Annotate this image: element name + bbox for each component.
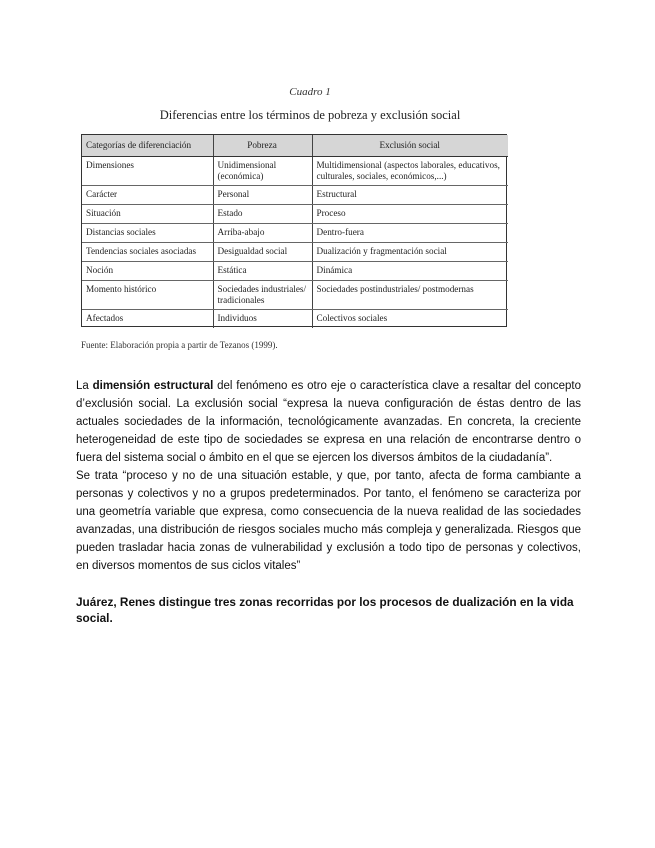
- table-cell: Estática: [213, 262, 312, 281]
- header-pobreza: Pobreza: [213, 135, 312, 157]
- table-cell: Colectivos sociales: [316, 313, 388, 323]
- table-row: [82, 262, 508, 281]
- body-text: [76, 377, 581, 575]
- table-row: [82, 310, 508, 329]
- bold-summary-line: Juárez, Renes distingue tres zonas recorridas por los procesos de dualización en la vida social.: [76, 595, 574, 625]
- header-categorias: Categorías de diferenciación: [82, 135, 213, 157]
- table-label: Cuadro 1: [289, 86, 331, 98]
- paragraph-lead: La: [76, 380, 93, 392]
- bold-term: dimensión estructural: [92, 380, 214, 392]
- table-row: [82, 281, 508, 310]
- table-cell: Estado: [213, 205, 312, 224]
- paragraph-structural-dimension: [76, 377, 581, 467]
- table-cell: Noción: [82, 262, 213, 281]
- table-cell: Estructural: [312, 186, 508, 205]
- table-cell: Dimensiones: [82, 157, 213, 186]
- table-row: [82, 157, 508, 186]
- table-cell: Afectados: [82, 310, 213, 329]
- table-cell: Sociedades industriales/ tradicionales: [213, 281, 312, 310]
- table-cell: Individuos: [213, 310, 312, 329]
- table-cell: Sociedades postindustriales/ postmodernas: [312, 281, 508, 310]
- comparison-table: [81, 134, 507, 327]
- table-row: [82, 205, 508, 224]
- table-cell: Multidimensional (aspectos laborales, educativos, culturales, sociales, económicos,...): [312, 157, 508, 186]
- table-title: Diferencias entre los términos de pobreza y exclusión social: [159, 108, 461, 122]
- table-row: [82, 243, 508, 262]
- table-cell: Proceso: [312, 205, 508, 224]
- table-cell: Dinámica: [312, 262, 508, 281]
- table-cell: Situación: [82, 205, 213, 224]
- table-cell: Distancias sociales: [82, 224, 213, 243]
- table-cell: Arriba-abajo: [213, 224, 312, 243]
- table-cell: Momento histórico: [82, 281, 213, 310]
- paragraph-process: Se trata “proceso y no de una situación estable, y que, por tanto, afecta de forma cambiante a personas y colectivos y no a grupos predeterminados. Por tanto, el fenómeno se caracteriza por una geometría variable que expresa, como consecuencia de la nueva realidad de las sociedades avanzadas, una distribución de riesgos sociales mucho más compleja y generalizada. Riesgos que pueden trasladar hacia zonas de vulnerabilidad y exclusión a todo tipo de personas y colectivos, en diversos momentos de sus ciclos vitales”: [76, 470, 581, 572]
- table-header-row: [82, 135, 508, 157]
- table-cell: Carácter: [82, 186, 213, 205]
- table-cell: Desigualdad social: [213, 243, 312, 262]
- table-row: [82, 224, 508, 243]
- header-exclusion: Exclusión social: [312, 135, 508, 157]
- table-cell: Unidimensional (económica): [213, 157, 312, 186]
- table-row: [82, 186, 508, 205]
- table-source: Fuente: Elaboración propia a partir de Tezanos (1999).: [81, 340, 278, 350]
- table-cell: Dentro-fuera: [312, 224, 508, 243]
- paragraph-rest: del fenómeno es otro eje o característica clave a resaltar del concepto d’exclusión social. La exclusión social “expresa la nueva configuración de éstas dentro de las actuales sociedades de la información, tecnológicamente avanzadas. En concreta, la creciente heterogeneidad de este tipo de sociedades se expresa en una relación de encontrarse dentro o fuera del sistema social o ámbito en el que se ejercen los diversos ámbitos de la ciudadanía”.: [76, 380, 581, 464]
- table-cell: Dualización y fragmentación social: [312, 243, 508, 262]
- table-cell: Tendencias sociales asociadas: [82, 243, 213, 262]
- table-cell: Personal: [213, 186, 312, 205]
